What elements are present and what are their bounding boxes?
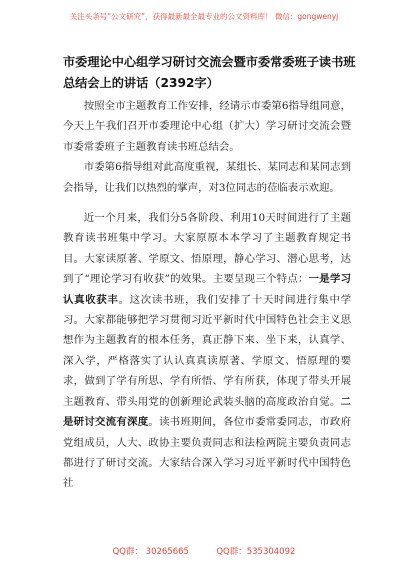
header-promo-note: 关注头条号“公文研究”，获得最新最全最专业的公文资料库！ 微信：gongwenyj xyxy=(69,12,339,21)
body-paragraph xyxy=(63,96,351,157)
document-body xyxy=(63,96,351,494)
bold-key-point: 一是学习认真收获丰 xyxy=(63,273,352,306)
paragraph-text: 按照全市主题教育工作安排，经请示市委第6指导组同意，今天上午我们召开市委理论中心组（扩大）学习研讨交流会暨市委常委班子主题教育读书班总结会。 xyxy=(63,100,351,153)
paragraph-text: 近一个月来，我们分5各阶段、利用10天时间进行了主题教育读书班集中学习。大家原原本本学习了主题教育规定书目。大家读原著、学原文、悟原理，静心学习、潜心思考，达到了“理论学习有收获”的效果。主要呈现三个特点： xyxy=(63,212,351,286)
footer-qq-group-2: QQ群：535304092 xyxy=(216,547,296,557)
paragraph-text: 市委第6指导组对此高度重视，某组长、某同志和某同志到会指导，让我们以热烈的掌声，对3位同志的莅临表示欢迎。 xyxy=(63,161,351,194)
footer-qq-group-1: QQ群： 30265665 xyxy=(112,547,189,557)
paragraph-text: 。读书班期间，各位市委常委同志，市政府党组成员，人大、政协主要负责同志和法检两院主要负责同志都进行了研讨交流。大家结合深入学习习近平新时代中国特色社 xyxy=(63,416,352,490)
bold-key-point: 二是研讨交流有深度 xyxy=(63,395,351,429)
document-title: 市委理论中心组学习研讨交流会暨市委常委班子读书班总结会上的讲话（2392字） xyxy=(63,55,356,90)
body-paragraph xyxy=(63,157,351,198)
footer-contact xyxy=(0,545,408,557)
body-paragraph xyxy=(63,208,351,494)
paragraph-text: 。这次读书班，我们安排了十天时间进行集中学习。大家都能够把学习贯彻习近平新时代中国特色社会主义思想作为主题教育的根本任务，真正静下来、坐下来，认真学、深入学，严格落实了认认真真读原著、学原文、悟原理的要求，做到了学有所思、学有所悟、学有所获，体现了带头开展主题教育、带头用党的创新理论武装头脑的高度政治自觉。 xyxy=(63,293,352,408)
